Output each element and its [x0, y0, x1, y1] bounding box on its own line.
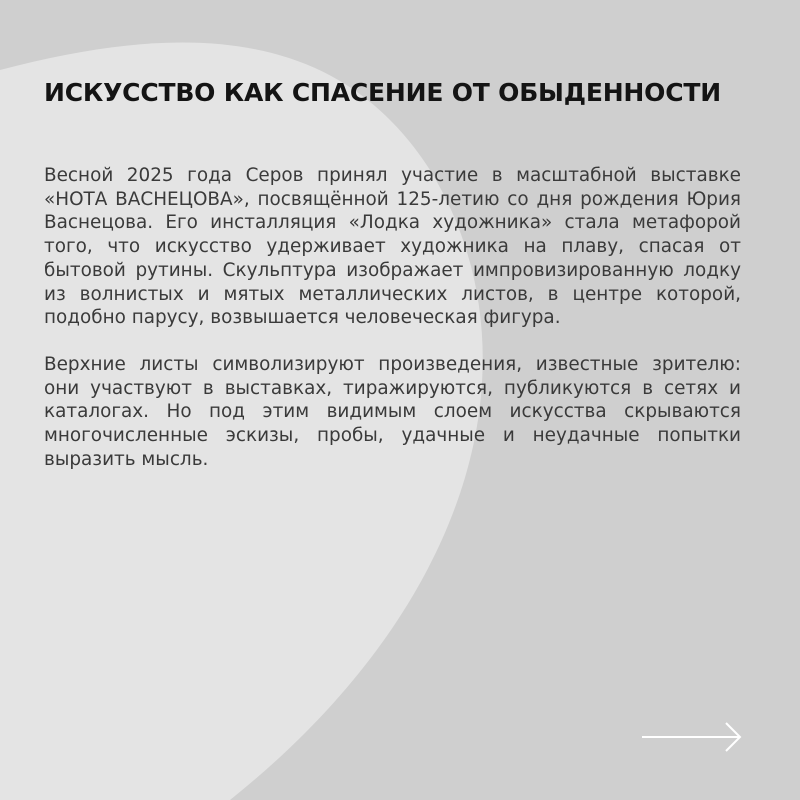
body-text [44, 164, 741, 471]
page-title: ИСКУССТВО КАК СПАСЕНИЕ ОТ ОБЫДЕННОСТИ [44, 78, 721, 107]
arrow-right-icon [640, 720, 746, 754]
next-slide-button[interactable] [640, 720, 746, 754]
paragraph-hidden-layers: Верхние листы символизируют произведения, известные зрителю: они участвуют в выставках, тиражируются, публикуются в сетях и каталогах. Но под этим видимым слоем искусства скрываются многочисленные эскизы, пробы, удачные и неудачные попытки выразить мысль. [44, 353, 741, 470]
paragraph-exhibition: Весной 2025 года Серов принял участие в масштабной выставке «НОТА ВАСНЕЦОВА», посвящённой 125-летию со дня рождения Юрия Васнецова. Его инсталляция «Лодка художника» стала метафорой того, что искусство удерживает художника на плаву, спасая от бытовой рутины. Скульптура изображает импровизированную лодку из волнистых и мятых металлических листов, в центре которой, подобно парусу, возвышается человеческая фигура. [44, 165, 741, 329]
